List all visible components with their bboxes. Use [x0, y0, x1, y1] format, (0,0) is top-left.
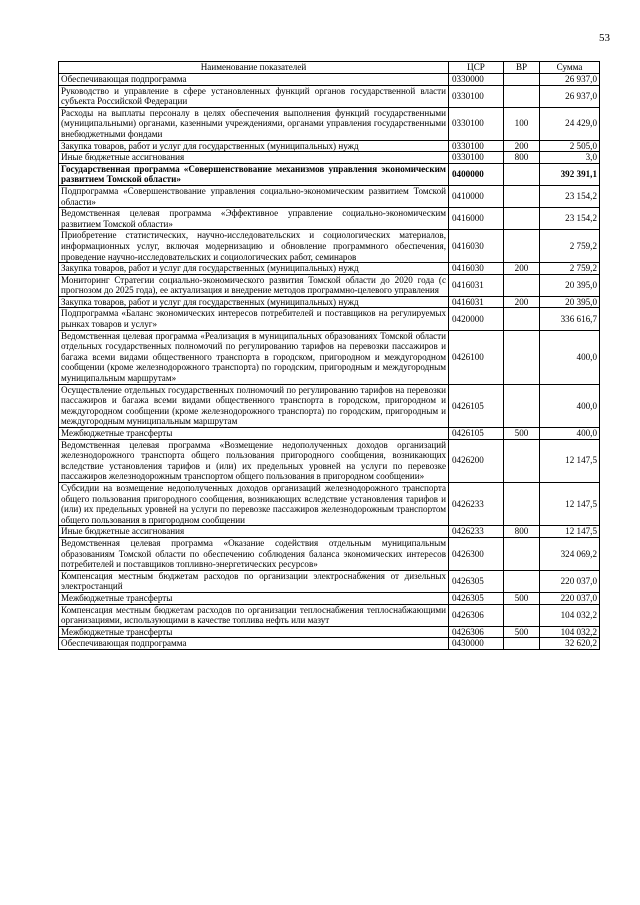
row-vr-cell [504, 537, 540, 570]
row-csr-cell: 0416031 [449, 274, 504, 296]
table-row [59, 230, 600, 263]
row-sum-cell: 12 147,5 [540, 482, 600, 525]
row-vr-cell: 200 [504, 263, 540, 275]
row-csr-cell: 0416000 [449, 208, 504, 230]
row-vr-cell [504, 230, 540, 263]
row-csr-cell: 0330100 [449, 85, 504, 107]
row-name-cell: Государственная программа «Совершенствование механизмов управления экономическим развитием Томской области» [59, 163, 449, 185]
row-csr-cell: 0330100 [449, 140, 504, 152]
row-sum-cell: 26 937,0 [540, 85, 600, 107]
row-name-cell: Ведомственная целевая программа «Эффективное управление социально-экономическим развитием Томской области» [59, 208, 449, 230]
row-vr-cell: 500 [504, 428, 540, 440]
row-csr-cell: 0426305 [449, 570, 504, 592]
row-csr-cell: 0400000 [449, 163, 504, 185]
row-sum-cell: 324 069,2 [540, 537, 600, 570]
table-row [59, 140, 600, 152]
table-row [59, 185, 600, 207]
row-csr-cell: 0426233 [449, 482, 504, 525]
table-row [59, 439, 600, 482]
table-row [59, 74, 600, 86]
table-row [59, 274, 600, 296]
row-vr-cell [504, 482, 540, 525]
row-name-cell: Межбюджетные трансферты [59, 626, 449, 638]
table-row [59, 208, 600, 230]
row-csr-cell: 0426300 [449, 537, 504, 570]
table-body [59, 74, 600, 650]
row-csr-cell: 0430000 [449, 638, 504, 650]
table-row [59, 163, 600, 185]
table-row [59, 308, 600, 330]
row-name-cell: Субсидии на возмещение недополученных доходов организаций железнодорожного транспорта общего пользования пригородного сообщения, возникающих вследствие установления тарифов и (или) их предельных уровней на услуги по перевозке пассажиров железнодорожным транспортом общего пользования в пригородном сообщении [59, 482, 449, 525]
row-vr-cell [504, 638, 540, 650]
row-csr-cell: 0426306 [449, 626, 504, 638]
table-row [59, 296, 600, 308]
row-csr-cell: 0426233 [449, 526, 504, 538]
row-name-cell: Мониторинг Стратегии социально-экономического развития Томской области до 2020 года (с прогнозом до 2025 года), ее актуализация и внедрение методов программно-целевого управления [59, 274, 449, 296]
row-sum-cell: 104 032,2 [540, 626, 600, 638]
table-row [59, 482, 600, 525]
table-row [59, 626, 600, 638]
row-name-cell: Ведомственная целевая программа «Возмещение недополученных доходов организаций железнодорожного транспорта общего пользования пригородного сообщения, возникающих вследствие установления тарифов и (или) их предельных уровней на услуги по перевозке пассажиров железнодорожным транспортом общего пользования в пригородном сообщении» [59, 439, 449, 482]
row-vr-cell [504, 604, 540, 626]
row-sum-cell: 3,0 [540, 152, 600, 164]
row-name-cell: Иные бюджетные ассигнования [59, 526, 449, 538]
header-name: Наименование показателей [59, 62, 449, 74]
row-name-cell: Компенсация местным бюджетам расходов по организации теплоснабжения теплоснабжающими организациями, использующими в качестве топлива нефть или мазут [59, 604, 449, 626]
table-row [59, 592, 600, 604]
row-vr-cell [504, 570, 540, 592]
row-sum-cell: 32 620,2 [540, 638, 600, 650]
row-csr-cell: 0410000 [449, 185, 504, 207]
row-name-cell: Руководство и управление в сфере установленных функций органов государственной власти субъекта Российской Федерации [59, 85, 449, 107]
table-row [59, 384, 600, 427]
table-row [59, 638, 600, 650]
row-name-cell: Закупка товаров, работ и услуг для государственных (муниципальных) нужд [59, 140, 449, 152]
row-sum-cell: 220 037,0 [540, 592, 600, 604]
row-sum-cell: 400,0 [540, 428, 600, 440]
page-number: 53 [599, 32, 610, 44]
row-vr-cell [504, 384, 540, 427]
row-csr-cell: 0330100 [449, 107, 504, 140]
row-csr-cell: 0426105 [449, 384, 504, 427]
row-vr-cell: 500 [504, 592, 540, 604]
row-csr-cell: 0416031 [449, 296, 504, 308]
row-csr-cell: 0416030 [449, 263, 504, 275]
row-name-cell: Обеспечивающая подпрограмма [59, 638, 449, 650]
row-vr-cell: 800 [504, 526, 540, 538]
row-sum-cell: 392 391,1 [540, 163, 600, 185]
row-sum-cell: 2 759,2 [540, 230, 600, 263]
row-csr-cell: 0416030 [449, 230, 504, 263]
table-header-row [59, 62, 600, 74]
row-vr-cell: 500 [504, 626, 540, 638]
row-sum-cell: 400,0 [540, 330, 600, 384]
row-vr-cell [504, 74, 540, 86]
row-csr-cell: 0426105 [449, 428, 504, 440]
row-name-cell: Закупка товаров, работ и услуг для государственных (муниципальных) нужд [59, 296, 449, 308]
row-name-cell: Расходы на выплаты персоналу в целях обеспечения выполнения функций государственными (муниципальными) органами, казенными учреждениями, органами управления государственными внебюджетными фондами [59, 107, 449, 140]
row-vr-cell [504, 308, 540, 330]
row-sum-cell: 2 759,2 [540, 263, 600, 275]
row-vr-cell [504, 163, 540, 185]
row-name-cell: Подпрограмма «Совершенствование управления социально-экономическим развитием Томской области» [59, 185, 449, 207]
row-vr-cell: 200 [504, 296, 540, 308]
row-sum-cell: 12 147,5 [540, 526, 600, 538]
row-sum-cell: 23 154,2 [540, 208, 600, 230]
row-name-cell: Межбюджетные трансферты [59, 428, 449, 440]
row-name-cell: Приобретение статистических, научно-исследовательских и социологических материалов, информационных услуг, включая модернизацию и обновление программного обеспечения, проведение научно-исследовательских и социологических работ, семинаров [59, 230, 449, 263]
row-name-cell: Иные бюджетные ассигнования [59, 152, 449, 164]
row-vr-cell [504, 208, 540, 230]
row-vr-cell: 800 [504, 152, 540, 164]
row-name-cell: Межбюджетные трансферты [59, 592, 449, 604]
table-row [59, 85, 600, 107]
row-csr-cell: 0426100 [449, 330, 504, 384]
header-sum: Сумма [540, 62, 600, 74]
row-vr-cell [504, 274, 540, 296]
row-csr-cell: 0330100 [449, 152, 504, 164]
row-name-cell: Ведомственная целевая программа «Реализация в муниципальных образованиях Томской области отдельных государственных полномочий по регулированию тарифов на перевозки пассажиров и багажа всеми видами общественного транспорта в городском, пригородном и междугородном сообщении (кроме железнодорожного транспорта) по городским, пригородным и междугородным муниципальным маршрутам» [59, 330, 449, 384]
table-row [59, 263, 600, 275]
row-sum-cell: 400,0 [540, 384, 600, 427]
row-sum-cell: 26 937,0 [540, 74, 600, 86]
row-sum-cell: 20 395,0 [540, 274, 600, 296]
row-sum-cell: 104 032,2 [540, 604, 600, 626]
row-vr-cell [504, 85, 540, 107]
row-vr-cell [504, 439, 540, 482]
row-vr-cell: 200 [504, 140, 540, 152]
row-csr-cell: 0426305 [449, 592, 504, 604]
header-csr: ЦСР [449, 62, 504, 74]
header-vr: ВР [504, 62, 540, 74]
row-name-cell: Осуществление отдельных государственных полномочий по регулированию тарифов на перевозки пассажиров и багажа всеми видами общественного транспорта в городском, пригородном и междугородном сообщении (кроме железнодорожного транспорта) по городским, пригородным и междугородным муниципальным маршрутам [59, 384, 449, 427]
row-sum-cell: 2 505,0 [540, 140, 600, 152]
row-name-cell: Ведомственная целевая программа «Оказание содействия отдельным муниципальным образованиям Томской области по обеспечению соблюдения баланса экономических интересов потребителей и поставщиков топливно-энергетических ресурсов» [59, 537, 449, 570]
table-row [59, 152, 600, 164]
row-csr-cell: 0420000 [449, 308, 504, 330]
row-name-cell: Подпрограмма «Баланс экономических интересов потребителей и поставщиков на регулируемых рынках товаров и услуг» [59, 308, 449, 330]
table-row [59, 526, 600, 538]
table-row [59, 537, 600, 570]
budget-table [58, 61, 600, 650]
row-name-cell: Обеспечивающая подпрограмма [59, 74, 449, 86]
row-sum-cell: 12 147,5 [540, 439, 600, 482]
table-row [59, 428, 600, 440]
row-sum-cell: 20 395,0 [540, 296, 600, 308]
row-sum-cell: 24 429,0 [540, 107, 600, 140]
row-name-cell: Компенсация местным бюджетам расходов по организации электроснабжения от дизельных электростанций [59, 570, 449, 592]
row-sum-cell: 336 616,7 [540, 308, 600, 330]
table-row [59, 570, 600, 592]
row-csr-cell: 0330000 [449, 74, 504, 86]
row-csr-cell: 0426200 [449, 439, 504, 482]
row-csr-cell: 0426306 [449, 604, 504, 626]
table-row [59, 604, 600, 626]
row-vr-cell: 100 [504, 107, 540, 140]
row-sum-cell: 23 154,2 [540, 185, 600, 207]
row-vr-cell [504, 185, 540, 207]
row-name-cell: Закупка товаров, работ и услуг для государственных (муниципальных) нужд [59, 263, 449, 275]
row-vr-cell [504, 330, 540, 384]
row-sum-cell: 220 037,0 [540, 570, 600, 592]
table-row [59, 330, 600, 384]
table-row [59, 107, 600, 140]
